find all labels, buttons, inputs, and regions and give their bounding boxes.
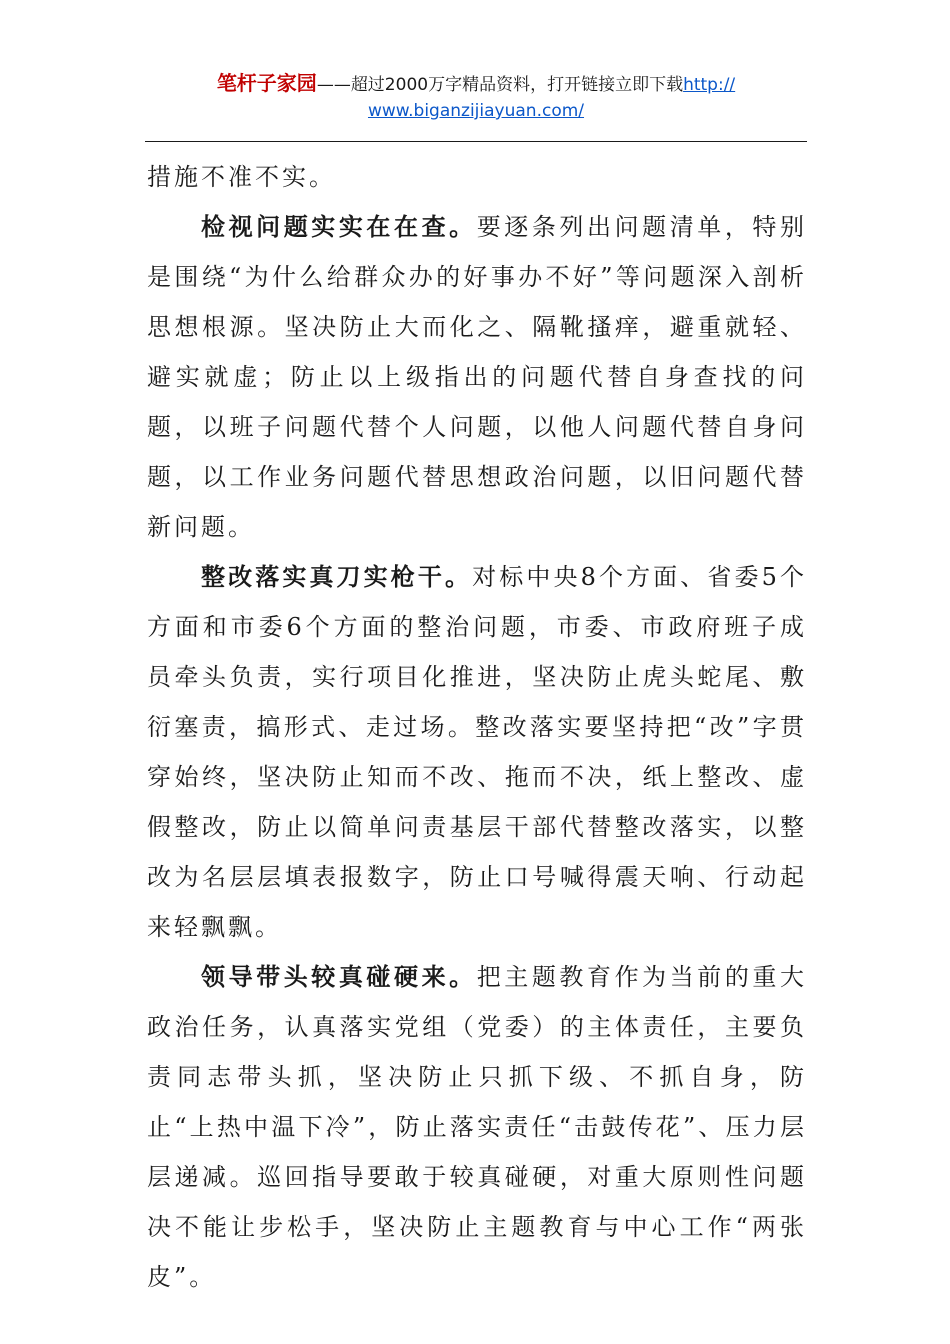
paragraph-heading: 领导带头较真碰硬来。 [201,962,477,991]
paragraph-leadership [147,952,807,1302]
paragraph-heading: 检视问题实实在在查。 [201,212,477,241]
paragraph-heading: 整改落实真刀实枪干。 [201,562,473,591]
paragraph-text: 措施不准不实。 [147,163,336,191]
paragraph-text: 要逐条列出问题清单，特别是围绕“为什么给群众办的好事办不好”等问题深入剖析思想根源。坚决防止大而化之、隔靴搔痒，避重就轻、避实就虚；防止以上级指出的问题代替自身查找的问题，以班子问题代替个人问题，以他人问题代替自身问题，以工作业务问题代替思想政治问题，以旧问题代替新问题。 [147,213,808,541]
brand-name: 笔杆子家园 [216,71,317,95]
paragraph-continuation [147,152,807,202]
paragraph-text: 对标中央8个方面、省委5个方面和市委6个方面的整治问题，市委、市政府班子成员牵头负责，实行项目化推进，坚决防止虎头蛇尾、敷衍塞责，搞形式、走过场。整改落实要坚持把“改”字贯穿始终，坚决防止知而不改、拖而不决，纸上整改、虚假整改，防止以简单问责基层干部代替整改落实，以整改为名层层填表报数字，防止口号喊得震天响、行动起来轻飘飘。 [147,563,808,941]
header-divider [145,141,807,142]
website-link-part1[interactable]: http:// [683,75,736,95]
page-header [145,70,807,124]
paragraph-review-problems [147,202,807,552]
paragraph-rectification [147,552,807,952]
paragraph-text: 把主题教育作为当前的重大政治任务，认真落实党组（党委）的主体责任，主要负责同志带头抓，坚决防止只抓下级、不抓自身，防止“上热中温下冷”，防止落实责任“击鼓传花”、压力层层递减。巡回指导要敢于较真碰硬，对重大原则性问题决不能让步松手，坚决防止主题教育与中心工作“两张皮”。 [147,963,808,1291]
website-link-part2[interactable]: www.biganzijiayuan.com/ [367,101,585,121]
document-body [147,152,807,1302]
header-line-1 [145,70,807,98]
header-tagline: ——超过2000万字精品资料，打开链接立即下载 [316,75,684,95]
header-line-2 [145,98,807,124]
